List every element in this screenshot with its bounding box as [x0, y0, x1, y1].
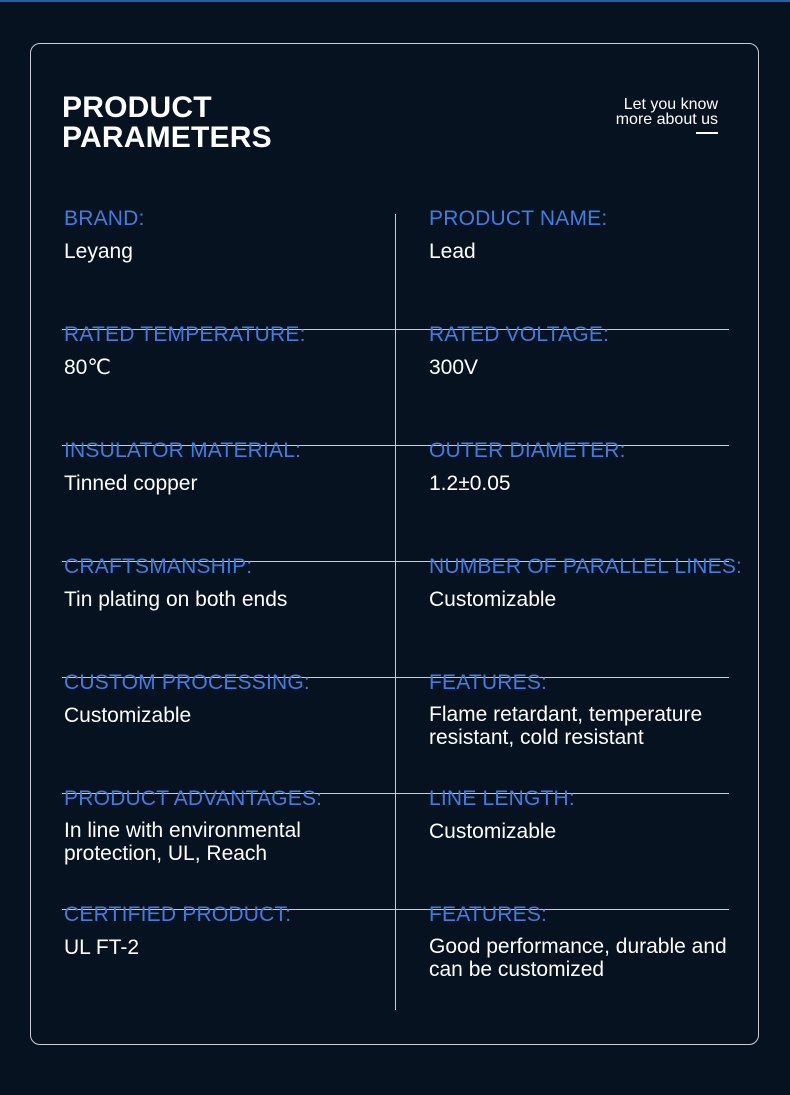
param-value: Customizable [429, 588, 557, 611]
param-cell [429, 787, 769, 844]
param-cell [429, 555, 769, 612]
param-cell [64, 671, 394, 728]
param-value: UL FT-2 [64, 936, 140, 959]
tagline-underline [696, 132, 718, 134]
tagline-line-1: Let you know [623, 96, 718, 113]
param-label: LINE LENGTH: [429, 787, 575, 810]
param-label: FEATURES: [429, 671, 548, 694]
param-value: 1.2±0.05 [429, 472, 511, 495]
param-value: Tinned copper [64, 472, 198, 495]
param-row [62, 207, 729, 330]
param-cell [429, 323, 769, 380]
param-label: FEATURES: [429, 903, 548, 926]
param-value: Good performance, durable and can be customized [429, 935, 727, 981]
param-value: In line with environmental protection, UL, Reach [64, 819, 301, 865]
param-row [62, 439, 729, 562]
param-label: PRODUCT ADVANTAGES: [64, 787, 323, 810]
title-line-2: PARAMETERS [62, 121, 272, 154]
param-value: 300V [429, 356, 479, 379]
param-value: Customizable [64, 704, 192, 727]
param-label: BRAND: [64, 207, 145, 230]
param-cell [64, 207, 394, 264]
param-label: RATED VOLTAGE: [429, 323, 610, 346]
param-value: Tin plating on both ends [64, 588, 288, 611]
tagline-line-2: more about us [615, 111, 718, 128]
param-cell [429, 671, 769, 749]
param-label: NUMBER OF PARALLEL LINES: [429, 555, 743, 578]
param-row [62, 903, 729, 1040]
param-value: Customizable [429, 820, 557, 843]
param-value: Flame retardant, temperature resistant, cold resistant [429, 703, 703, 749]
page-title [62, 93, 272, 153]
param-cell [64, 323, 394, 380]
param-row [62, 671, 729, 794]
param-row [62, 787, 729, 910]
param-label: CRAFTSMANSHIP: [64, 555, 253, 578]
param-label: INSULATOR MATERIAL: [64, 439, 302, 462]
param-cell [64, 903, 394, 960]
param-row [62, 323, 729, 446]
param-value: Lead [429, 240, 476, 263]
param-label: PRODUCT NAME: [429, 207, 608, 230]
param-label: CUSTOM PROCESSING: [64, 671, 310, 694]
param-cell [429, 903, 769, 981]
param-label: RATED TEMPERATURE: [64, 323, 306, 346]
parameters-table [62, 207, 743, 1040]
param-value: 80℃ [64, 356, 111, 379]
top-accent-line [0, 0, 790, 2]
param-cell [64, 787, 394, 865]
param-cell [64, 439, 394, 496]
param-row [62, 555, 743, 678]
param-cell [64, 555, 394, 612]
param-label: CERTIFIED PRODUCT: [64, 903, 292, 926]
param-label: OUTER DIAMETER: [429, 439, 626, 462]
param-cell [429, 207, 769, 264]
param-cell [429, 439, 769, 496]
about-us-tagline [616, 97, 718, 127]
param-value: Leyang [64, 240, 133, 263]
title-line-1: PRODUCT [62, 91, 212, 124]
